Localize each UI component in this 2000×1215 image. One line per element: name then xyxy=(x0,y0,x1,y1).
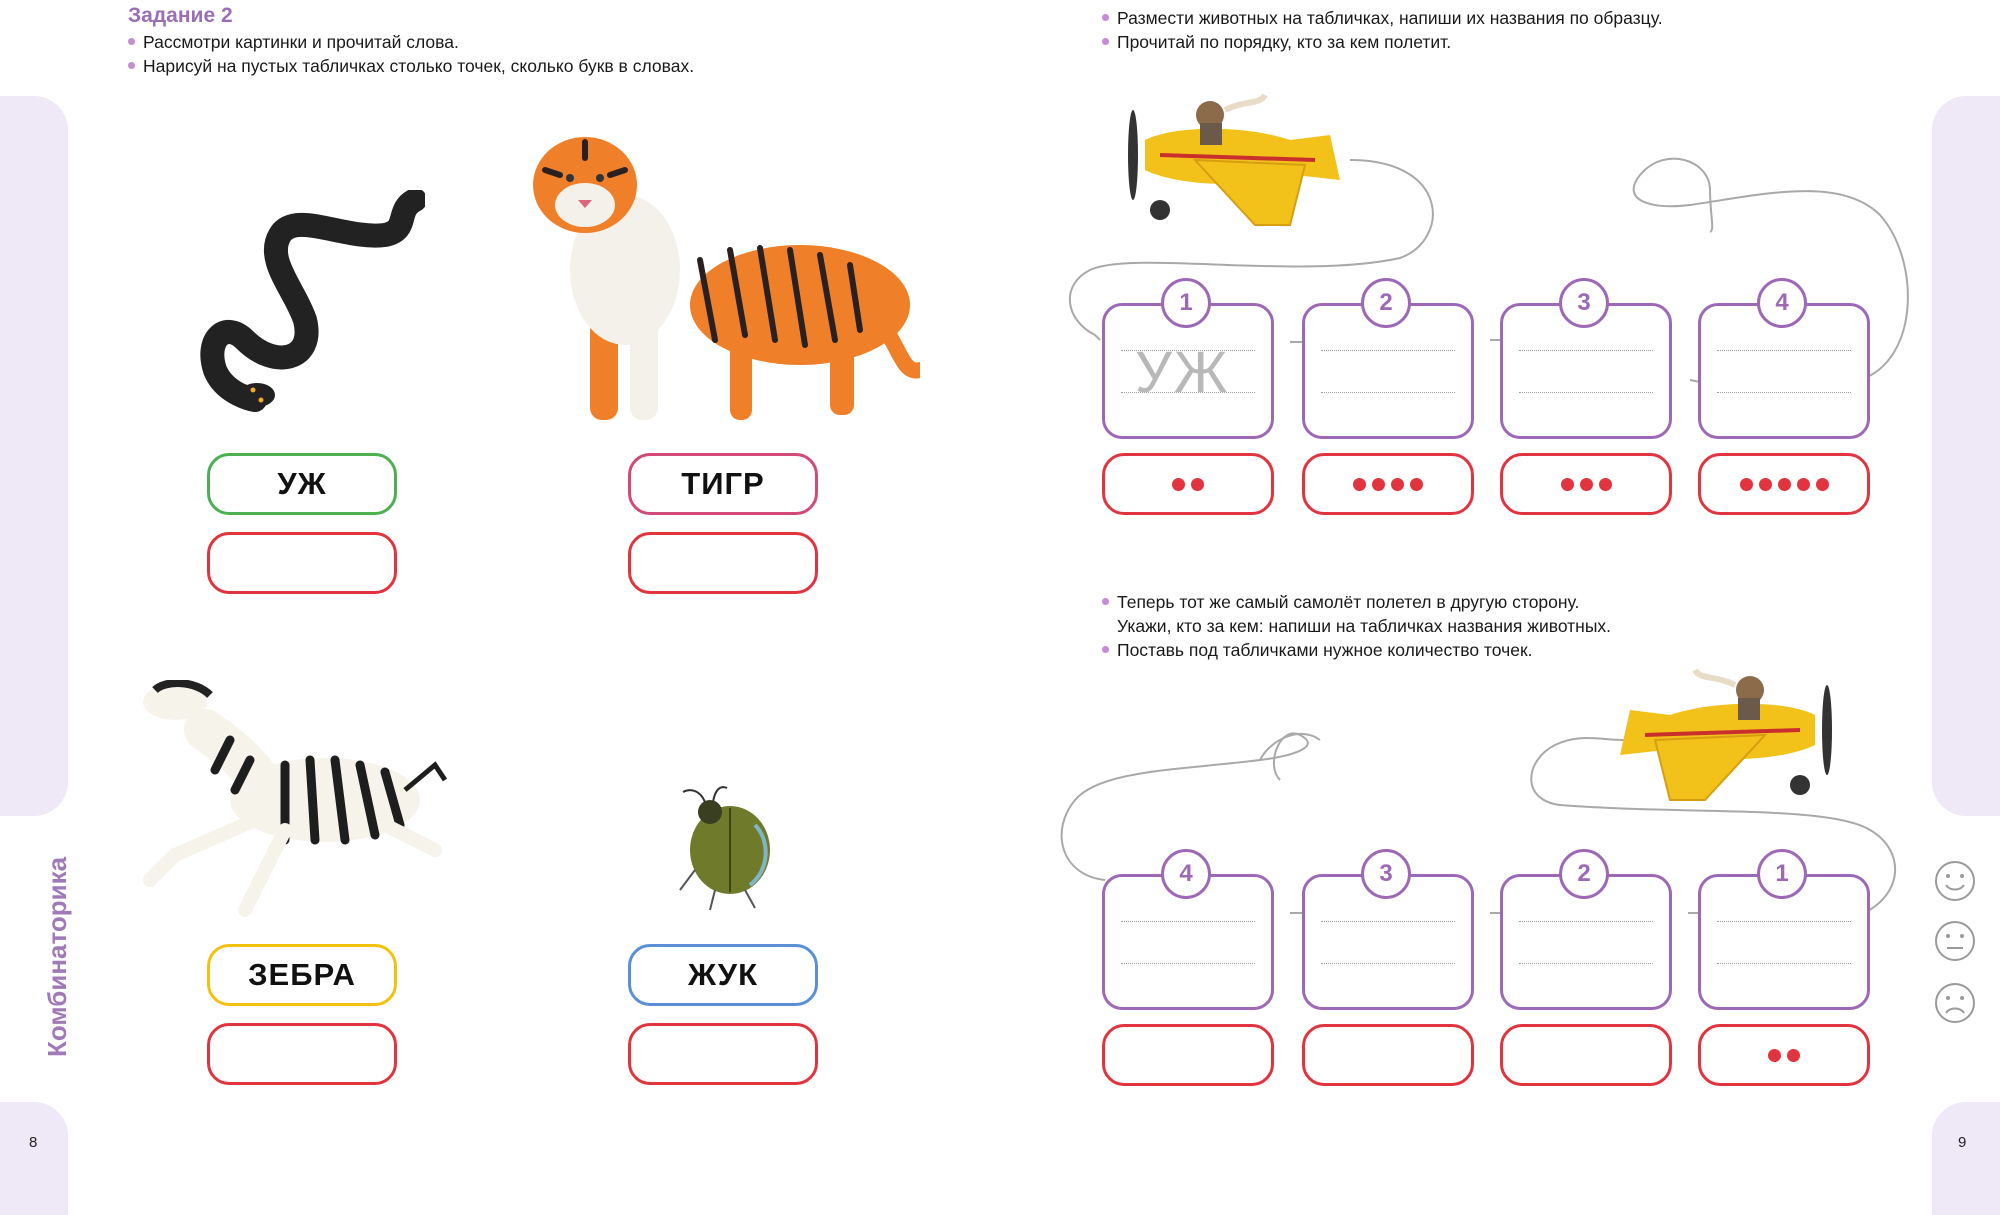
card-number: 4 xyxy=(1161,849,1211,899)
dot-box[interactable] xyxy=(1302,453,1474,515)
beetle-image xyxy=(665,780,785,915)
dot-box[interactable] xyxy=(1302,1024,1474,1086)
snake-image xyxy=(195,190,425,420)
dot-mark xyxy=(1797,478,1810,491)
dot-answer-box[interactable] xyxy=(628,1023,818,1085)
word-card-zebra xyxy=(207,944,397,1006)
bullet-icon xyxy=(1102,598,1109,605)
word-label: УЖ xyxy=(277,466,327,501)
instruction-line: Укажи, кто за кем: напиши на табличках названия животных. xyxy=(1117,616,1612,636)
dot-mark xyxy=(1410,478,1423,491)
dot-box[interactable] xyxy=(1102,453,1274,515)
dot-mark xyxy=(1816,478,1829,491)
dot-mark xyxy=(1561,478,1574,491)
dot-mark xyxy=(1759,478,1772,491)
dot-answer-box[interactable] xyxy=(207,1023,397,1085)
instruction-line: Теперь тот же самый самолёт полетел в другую сторону. xyxy=(1102,590,1579,614)
dot-mark xyxy=(1768,1049,1781,1062)
dot-box[interactable] xyxy=(1500,1024,1672,1086)
card-number: 4 xyxy=(1757,278,1807,328)
dot-mark xyxy=(1391,478,1404,491)
page-number-left: 8 xyxy=(29,1134,38,1151)
instruction-line: Поставь под табличками нужное количество точек. xyxy=(1102,638,1532,662)
dot-box[interactable] xyxy=(1500,453,1672,515)
neutral-face-icon[interactable] xyxy=(1934,920,1976,962)
dot-mark xyxy=(1580,478,1593,491)
word-label: ТИГР xyxy=(681,466,765,501)
dot-mark xyxy=(1372,478,1385,491)
card-number: 2 xyxy=(1361,278,1411,328)
dot-answer-box[interactable] xyxy=(628,532,818,594)
card-number: 3 xyxy=(1559,278,1609,328)
bullet-icon xyxy=(1102,38,1109,45)
word-card-tiger xyxy=(628,453,818,515)
airplane-image xyxy=(1115,85,1345,235)
page-number-right: 9 xyxy=(1958,1134,1967,1151)
instruction-line: Нарисуй на пустых табличках столько точек, сколько букв в словах. xyxy=(128,54,694,78)
card-number: 2 xyxy=(1559,849,1609,899)
card-number: 3 xyxy=(1361,849,1411,899)
word-card-snake xyxy=(207,453,397,515)
dot-box[interactable] xyxy=(1698,453,1870,515)
sample-trace-text: УЖ xyxy=(1135,340,1230,405)
card-number: 1 xyxy=(1161,278,1211,328)
dot-mark xyxy=(1353,478,1366,491)
dot-mark xyxy=(1191,478,1204,491)
airplane-image xyxy=(1615,660,1845,810)
dot-box[interactable] xyxy=(1102,1024,1274,1086)
dot-answer-box[interactable] xyxy=(207,532,397,594)
dot-mark xyxy=(1740,478,1753,491)
sad-face-icon[interactable] xyxy=(1934,982,1976,1024)
card-number: 1 xyxy=(1757,849,1807,899)
bullet-icon xyxy=(128,38,135,45)
instruction-line: Прочитай по порядку, кто за кем полетит. xyxy=(1102,30,1451,54)
instruction-line: Рассмотри картинки и прочитай слова. xyxy=(128,30,459,54)
word-card-beetle xyxy=(628,944,818,1006)
dot-box[interactable] xyxy=(1698,1024,1870,1086)
bullet-icon xyxy=(1102,14,1109,21)
bullet-icon xyxy=(128,62,135,69)
dot-mark xyxy=(1778,478,1791,491)
dot-mark xyxy=(1599,478,1612,491)
word-label: ЖУК xyxy=(688,957,758,992)
tiger-image xyxy=(530,130,920,430)
bullet-icon xyxy=(1102,646,1109,653)
instruction-line: Размести животных на табличках, напиши их названия по образцу. xyxy=(1102,6,1663,30)
dot-mark xyxy=(1172,478,1185,491)
happy-face-icon[interactable] xyxy=(1934,860,1976,902)
dot-mark xyxy=(1787,1049,1800,1062)
zebra-image xyxy=(135,680,455,920)
section-title-vertical: Комбинаторика xyxy=(42,856,72,1057)
task-title: Задание 2 xyxy=(128,4,233,27)
word-label: ЗЕБРА xyxy=(248,957,356,992)
